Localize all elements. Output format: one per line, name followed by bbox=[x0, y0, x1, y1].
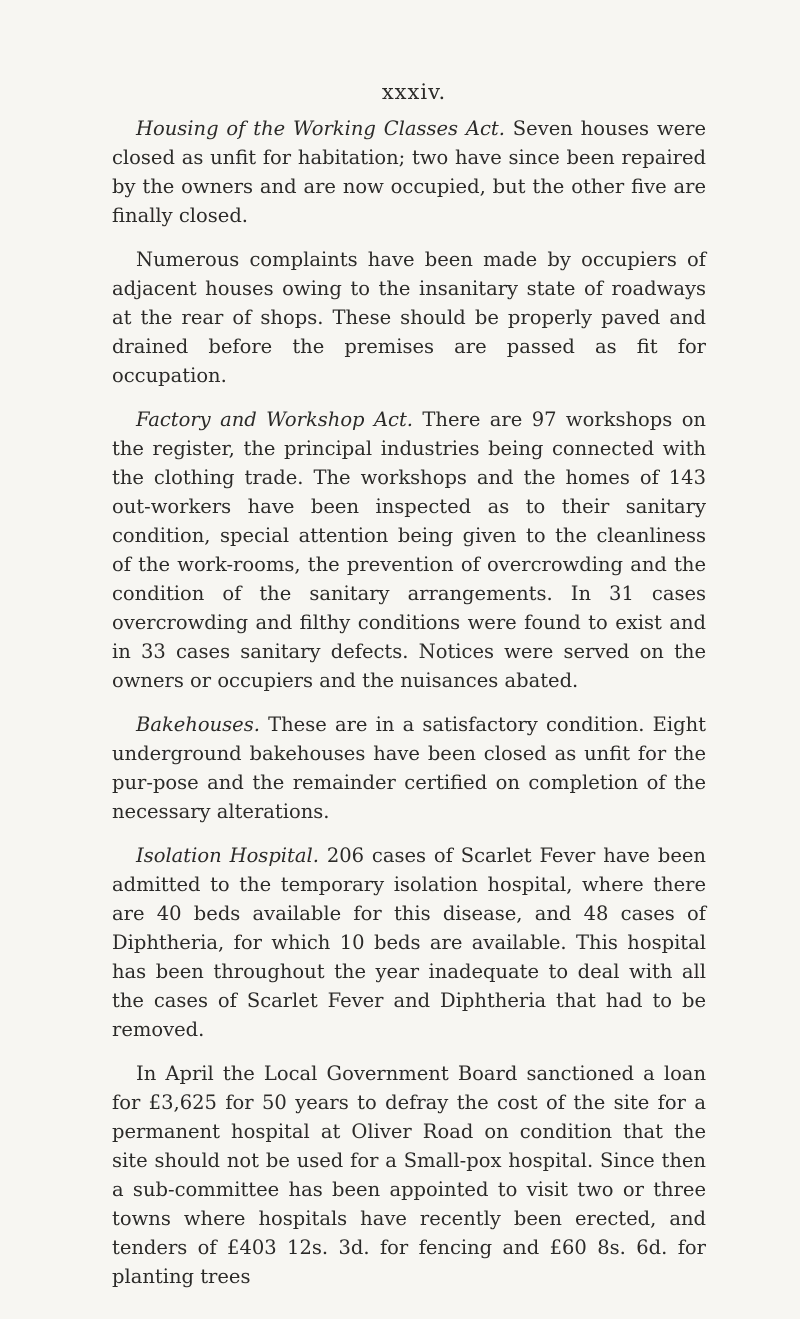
section-heading-bakehouses: Bakehouses. bbox=[136, 713, 260, 736]
paragraph-loan bbox=[112, 1059, 706, 1291]
paragraph-housing bbox=[112, 114, 706, 230]
section-heading-factory-workshop: Factory and Workshop Act. bbox=[136, 408, 413, 431]
paragraph-text: These are in a satisfactory condition. Eight underground bakehouses have been closed as unfit for the pur-pose and the remainder certified on completion of the necessary alterations. bbox=[112, 713, 706, 823]
document-page bbox=[112, 80, 706, 1306]
paragraph-factory-workshop bbox=[112, 405, 706, 695]
paragraph-text: 206 cases of Scarlet Fever have been admitted to the temporary isolation hospital, where there are 40 beds available for this disease, and 48 cases of Diphtheria, for which 10 beds are available. This hospital has been throughout the year inadequate to deal with all the cases of Scarlet Fever and Diphtheria that had to be removed. bbox=[112, 844, 706, 1041]
paragraph-text: There are 97 workshops on the register, the principal industries being connected with the clothing trade. The workshops and the homes of 143 out-workers have been inspected as to their sanitary condition, special attention being given to the cleanliness of the work-rooms, the prevention of overcrowding and the condition of the sanitary arrangements. In 31 cases overcrowding and filthy conditions were found to exist and in 33 cases sanitary defects. Notices were served on the owners or occupiers and the nuisances abated. bbox=[112, 408, 706, 692]
section-heading-isolation-hospital: Isolation Hospital. bbox=[136, 844, 319, 867]
paragraph-isolation-hospital bbox=[112, 841, 706, 1044]
paragraph-bakehouses bbox=[112, 710, 706, 826]
paragraph-text: Numerous complaints have been made by occupiers of adjacent houses owing to the insanitary state of roadways at the rear of shops. These should be properly paved and drained before the premises are passed as fit for occupation. bbox=[112, 248, 706, 387]
paragraph-complaints bbox=[112, 245, 706, 390]
section-heading-housing: Housing of the Working Classes Act. bbox=[136, 117, 505, 140]
paragraph-text: In April the Local Government Board sanctioned a loan for £3,625 for 50 years to defray the cost of the site for a permanent hospital at Oliver Road on condition that the site should not be used for a Small-pox hospital. Since then a sub-committee has been appointed to visit two or three towns where hospitals have recently been erected, and tenders of £403 12s. 3d. for fencing and £60 8s. 6d. for planting trees bbox=[112, 1062, 706, 1288]
paragraph-text: Seven houses were closed as unfit for habitation; two have since been repaired by the owners and are now occupied, but the other five are finally closed. bbox=[112, 117, 706, 227]
page-number: xxxiv. bbox=[381, 80, 447, 104]
